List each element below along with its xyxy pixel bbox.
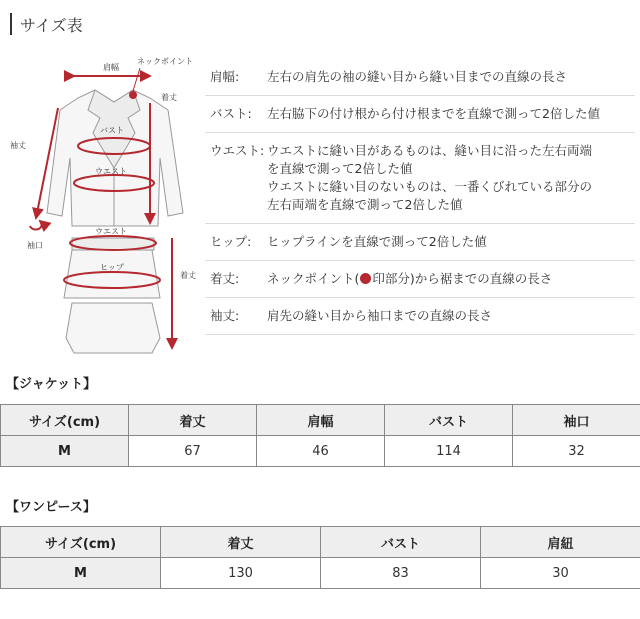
measurement-definitions (205, 62, 635, 335)
table-cell: 130 (161, 558, 321, 589)
table-header-cell: 肩幅 (257, 405, 385, 436)
table-cell: 32 (513, 436, 640, 467)
label-waist-skirt: ウエスト (95, 227, 127, 236)
definition-row (205, 133, 635, 224)
page-title: サイズ表 (20, 15, 83, 35)
table-header-cell: サイズ(cm) (1, 405, 129, 436)
definition-term: 袖丈: (210, 308, 240, 323)
definition-text: ヒップラインを直線で測って2倍した値 (267, 234, 487, 249)
definition-text: 左右脇下の付け根から付け根までを直線で測って2倍した値 (267, 106, 600, 121)
label-bust: バスト (100, 126, 124, 135)
table-cell: 114 (385, 436, 513, 467)
definition-text: 肩先の縫い目から袖口までの直線の長さ (267, 308, 493, 323)
label-neck-point: ネックポイント (137, 57, 193, 66)
table-header-row (1, 527, 640, 558)
label-hip: ヒップ (100, 263, 124, 272)
definition-row (205, 96, 635, 133)
table-cell: 83 (321, 558, 481, 589)
definition-text: ウエストに縫い目があるものは、縫い目に沿った左右両端 を直線で測って2倍した値 ウエストに縫い目のないものは、一番くびれている部分の 左右両端を直線で測って2倍した値 (267, 143, 593, 212)
table-cell: 30 (481, 558, 640, 589)
table-header-cell: 着丈 (161, 527, 321, 558)
definition-row (205, 62, 635, 96)
table-header-cell: 肩紐 (481, 527, 640, 558)
definition-text: 左右の肩先の袖の縫い目から縫い目までの直線の長さ (267, 69, 568, 84)
definition-row (205, 298, 635, 335)
garment-illustration (0, 48, 205, 363)
definition-text-after: 印部分)から裾までの直線の長さ (372, 271, 553, 286)
table-row (1, 436, 640, 467)
definition-term: ヒップ: (210, 234, 252, 249)
table-header-cell: サイズ(cm) (1, 527, 161, 558)
jacket-size-table (0, 404, 640, 467)
table-row (1, 558, 640, 589)
definition-text (267, 270, 635, 288)
definition-term: 肩幅: (210, 69, 240, 84)
table-header-cell: 着丈 (129, 405, 257, 436)
table-header-row (1, 405, 640, 436)
title-bar (10, 13, 12, 35)
page-title-wrap (10, 12, 83, 36)
definition-row (205, 224, 635, 261)
label-length-jacket: 着丈 (161, 93, 177, 102)
table-header-cell: バスト (385, 405, 513, 436)
table-cell-size: M (1, 436, 129, 467)
table-cell-size: M (1, 558, 161, 589)
label-length-skirt: 着丈 (180, 271, 196, 280)
onepiece-size-table (0, 526, 640, 589)
table-header-cell: 袖口 (513, 405, 640, 436)
table-header-cell: バスト (321, 527, 481, 558)
neck-point-dot-icon (360, 273, 371, 284)
definition-term: ウエスト: (210, 143, 265, 158)
definition-text-before: ネックポイント( (267, 271, 360, 286)
garment-diagram (0, 48, 205, 363)
neck-point-marker (129, 91, 137, 99)
definition-term: バスト: (210, 106, 252, 121)
label-shoulder-width: 肩幅 (103, 63, 119, 72)
table-cell: 67 (129, 436, 257, 467)
table-cell: 46 (257, 436, 385, 467)
label-cuff: 袖口 (27, 241, 43, 250)
label-sleeve-length: 袖丈 (10, 141, 26, 150)
onepiece-section-title: 【ワンピース】 (6, 500, 96, 515)
definition-term: 着丈: (210, 271, 240, 286)
label-waist-jacket: ウエスト (95, 167, 127, 176)
definition-row (205, 261, 635, 298)
jacket-section-title: 【ジャケット】 (6, 377, 97, 392)
